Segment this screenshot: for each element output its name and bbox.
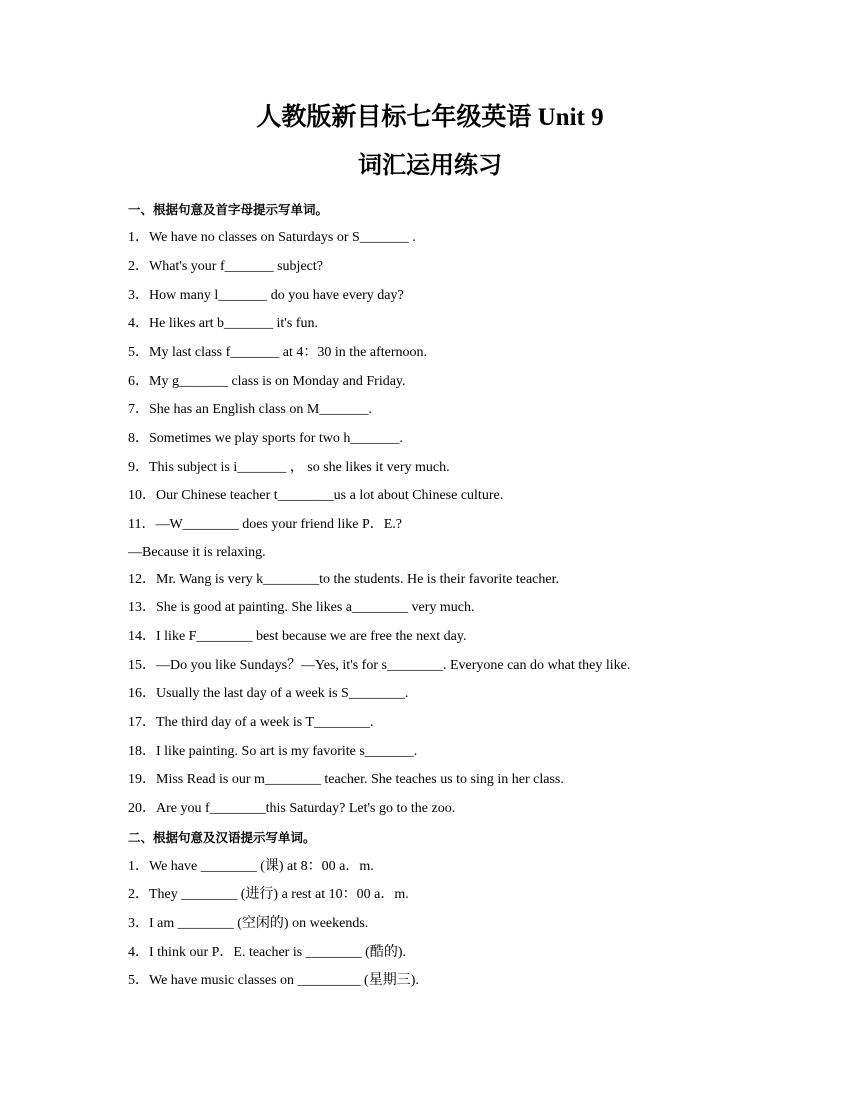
- exercise-1-item: 17．The third day of a week is T________.: [128, 715, 374, 730]
- exercise-1-item: 7．She has an English class on M_______.: [128, 402, 372, 417]
- section-2-heading: 二、根据句意及汉语提示写单词。: [128, 830, 316, 845]
- exercise-1-item: 8．Sometimes we play sports for two h_______.: [128, 431, 403, 446]
- exercise-1-item: 6．My g_______ class is on Monday and Friday.: [128, 374, 406, 389]
- exercise-1-item: 12．Mr. Wang is very k________to the students. He is their favorite teacher.: [128, 572, 559, 587]
- exercise-1-item: —Because it is relaxing.: [128, 545, 266, 560]
- exercise-1-item: 19．Miss Read is our m________ teacher. She teaches us to sing in her class.: [128, 772, 564, 787]
- exercise-1-item: 2．What's your f_______ subject?: [128, 259, 323, 274]
- exercise-1-item: 18．I like painting. So art is my favorite s_______.: [128, 744, 418, 759]
- section-1-heading: 一、根据句意及首字母提示写单词。: [128, 202, 329, 217]
- exercise-1-item: 4．He likes art b_______ it's fun.: [128, 316, 318, 331]
- exercise-1-item: 3．How many l_______ do you have every day?: [128, 288, 404, 303]
- exercise-1-item: 10．Our Chinese teacher t________us a lot about Chinese culture.: [128, 488, 504, 503]
- exercise-1-item: 9．This subject is i_______ ， so she likes it very much.: [128, 460, 450, 475]
- exercise-1-item: 20．Are you f________this Saturday? Let's go to the zoo.: [128, 801, 456, 816]
- exercise-1-item: 1．We have no classes on Saturdays or S_______ .: [128, 230, 416, 245]
- exercise-1-item: 5．My last class f_______ at 4：30 in the afternoon.: [128, 345, 428, 360]
- exercise-2-item: 5．We have music classes on _________ (星期三).: [128, 973, 419, 988]
- exercise-1-item: 13．She is good at painting. She likes a________ very much.: [128, 600, 475, 615]
- exercise-1-item: 15．—Do you like Sundays？—Yes, it's for s________. Everyone can do what they like.: [128, 658, 631, 673]
- exercise-1-item: 14．I like F________ best because we are free the next day.: [128, 629, 467, 644]
- exercise-2-item: 3．I am ________ (空闲的) on weekends.: [128, 916, 369, 931]
- exercise-2-item: 2．They ________ (进行) a rest at 10：00 a．m.: [128, 887, 409, 902]
- exercise-2-item: 1．We have ________ (课) at 8：00 a．m.: [128, 859, 374, 874]
- document-subtitle: 词汇运用练习: [358, 153, 502, 179]
- exercise-1-item: 11．—W________ does your friend like P．E.?: [128, 517, 402, 532]
- exercise-1-item: 16．Usually the last day of a week is S________.: [128, 686, 409, 701]
- exercise-2-item: 4．I think our P．E. teacher is ________ (酷的).: [128, 945, 407, 960]
- document-title: 人教版新目标七年级英语 Unit 9: [256, 104, 604, 131]
